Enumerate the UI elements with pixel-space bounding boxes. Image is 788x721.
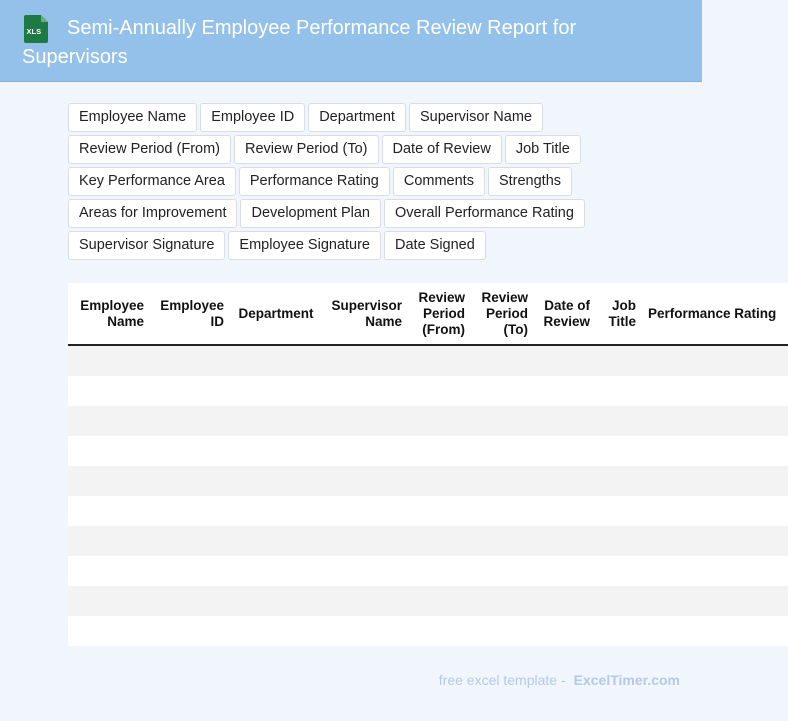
table-cell[interactable] [68, 556, 150, 586]
table-cell[interactable] [471, 436, 534, 466]
table-cell[interactable] [534, 496, 596, 526]
table-cell[interactable] [534, 526, 596, 556]
column-header[interactable]: Department [230, 283, 322, 345]
table-cell[interactable] [642, 466, 788, 496]
table-row [68, 526, 788, 556]
table-row [68, 406, 788, 436]
table-cell[interactable] [408, 436, 471, 466]
table-cell[interactable] [534, 556, 596, 586]
table-cell[interactable] [534, 345, 596, 376]
column-header[interactable]: Employee ID [150, 283, 230, 345]
chip-supervisor-name[interactable]: Supervisor Name [409, 103, 543, 132]
table-cell[interactable] [596, 376, 642, 406]
table-cell[interactable] [642, 496, 788, 526]
table-cell[interactable] [596, 436, 642, 466]
table-cell[interactable] [150, 556, 230, 586]
table-cell[interactable] [230, 586, 322, 616]
table-cell[interactable] [230, 345, 322, 376]
chip-performance-rating[interactable]: Performance Rating [239, 167, 390, 196]
table-cell[interactable] [68, 376, 150, 406]
table-cell[interactable] [150, 466, 230, 496]
table-cell[interactable] [642, 436, 788, 466]
table-cell[interactable] [408, 526, 471, 556]
footer-text: free excel template - [438, 672, 566, 688]
table-cell[interactable] [150, 406, 230, 436]
table-cell[interactable] [230, 406, 322, 436]
review-table [68, 283, 788, 646]
table-cell[interactable] [596, 345, 642, 376]
table-cell[interactable] [150, 616, 230, 646]
chip-strengths[interactable]: Strengths [488, 167, 572, 196]
table-row [68, 345, 788, 376]
table-cell[interactable] [471, 345, 534, 376]
table-cell[interactable] [642, 345, 788, 376]
table-row [68, 586, 788, 616]
table-cell[interactable] [642, 526, 788, 556]
table-row [68, 556, 788, 586]
chip-row [68, 167, 628, 196]
table-cell[interactable] [150, 345, 230, 376]
table-cell[interactable] [68, 526, 150, 556]
table-cell[interactable] [322, 376, 408, 406]
table-cell[interactable] [596, 496, 642, 526]
column-header[interactable]: Job Title [596, 283, 642, 345]
table-cell[interactable] [471, 406, 534, 436]
table-cell[interactable] [230, 556, 322, 586]
table-cell[interactable] [408, 586, 471, 616]
table-cell[interactable] [471, 526, 534, 556]
table-cell[interactable] [322, 436, 408, 466]
table-cell[interactable] [230, 436, 322, 466]
chip-development-plan[interactable]: Development Plan [240, 199, 381, 228]
table-cell[interactable] [534, 586, 596, 616]
table-cell[interactable] [642, 616, 788, 646]
table-cell[interactable] [642, 406, 788, 436]
table-cell[interactable] [596, 556, 642, 586]
table-cell[interactable] [471, 586, 534, 616]
table-cell[interactable] [150, 436, 230, 466]
footer-brand-link[interactable]: ExcelTimer.com [573, 672, 680, 688]
chip-row [68, 231, 628, 260]
table-cell[interactable] [534, 376, 596, 406]
table-cell[interactable] [322, 586, 408, 616]
chip-department[interactable]: Department [308, 103, 406, 132]
table-cell[interactable] [150, 586, 230, 616]
table-cell[interactable] [408, 556, 471, 586]
chip-areas-for-improvement[interactable]: Areas for Improvement [68, 199, 237, 228]
table-cell[interactable] [471, 466, 534, 496]
page-title: Semi-Annually Employee Performance Review Report for Supervisors [22, 17, 577, 68]
table-cell[interactable] [68, 406, 150, 436]
table-cell[interactable] [322, 466, 408, 496]
column-header[interactable]: Employee Name [68, 283, 150, 345]
table-cell[interactable] [596, 406, 642, 436]
table-cell[interactable] [534, 436, 596, 466]
table-cell[interactable] [596, 466, 642, 496]
table-cell[interactable] [322, 406, 408, 436]
chip-review-period-to[interactable]: Review Period (To) [234, 135, 379, 164]
main-content [0, 82, 777, 721]
table-cell[interactable] [408, 406, 471, 436]
chip-review-period-from[interactable]: Review Period (From) [68, 135, 231, 164]
chip-supervisor-signature[interactable]: Supervisor Signature [68, 231, 225, 260]
table-cell[interactable] [534, 406, 596, 436]
table-cell[interactable] [596, 586, 642, 616]
table-cell[interactable] [68, 496, 150, 526]
table-row [68, 466, 788, 496]
table-cell[interactable] [471, 376, 534, 406]
review-table-container[interactable] [68, 283, 777, 646]
table-cell[interactable] [230, 526, 322, 556]
table-cell[interactable] [68, 436, 150, 466]
column-header[interactable]: Review Period (From) [408, 283, 471, 345]
table-cell[interactable] [408, 345, 471, 376]
chip-employee-signature[interactable]: Employee Signature [228, 231, 381, 260]
table-cell[interactable] [150, 496, 230, 526]
table-cell[interactable] [322, 496, 408, 526]
chip-row [68, 103, 628, 132]
table-cell[interactable] [68, 345, 150, 376]
table-row [68, 436, 788, 466]
chip-job-title[interactable]: Job Title [505, 135, 581, 164]
table-cell[interactable] [68, 616, 150, 646]
excel-icon-label: XLS [26, 27, 42, 36]
table-cell[interactable] [642, 586, 788, 616]
chip-key-performance-area[interactable]: Key Performance Area [68, 167, 236, 196]
table-cell[interactable] [534, 466, 596, 496]
table-cell[interactable] [534, 616, 596, 646]
table-cell[interactable] [230, 616, 322, 646]
table-cell[interactable] [230, 376, 322, 406]
table-cell[interactable] [471, 556, 534, 586]
column-header[interactable]: Review Period (To) [471, 283, 534, 345]
header-bar [0, 0, 702, 82]
table-cell[interactable] [322, 345, 408, 376]
table-cell[interactable] [150, 376, 230, 406]
chip-overall-performance-rating[interactable]: Overall Performance Rating [384, 199, 585, 228]
table-header-row [68, 283, 788, 345]
table-cell[interactable] [322, 526, 408, 556]
chip-employee-id[interactable]: Employee ID [200, 103, 305, 132]
table-body [68, 345, 788, 646]
footer-credit [439, 672, 680, 688]
table-cell[interactable] [596, 526, 642, 556]
column-header[interactable]: Date of Review [534, 283, 596, 345]
table-cell[interactable] [471, 496, 534, 526]
chip-row [68, 199, 628, 228]
table-cell[interactable] [471, 616, 534, 646]
table-cell[interactable] [642, 556, 788, 586]
table-cell[interactable] [150, 526, 230, 556]
table-cell[interactable] [408, 496, 471, 526]
table-cell[interactable] [642, 376, 788, 406]
chip-comments[interactable]: Comments [393, 167, 485, 196]
table-row [68, 376, 788, 406]
table-cell[interactable] [408, 616, 471, 646]
table-cell[interactable] [230, 466, 322, 496]
table-cell[interactable] [408, 466, 471, 496]
chip-row [68, 135, 628, 164]
chip-date-signed[interactable]: Date Signed [384, 231, 486, 260]
table-cell[interactable] [322, 556, 408, 586]
chip-date-of-review[interactable]: Date of Review [382, 135, 502, 164]
table-cell[interactable] [68, 586, 150, 616]
chip-employee-name[interactable]: Employee Name [68, 103, 197, 132]
table-cell[interactable] [408, 376, 471, 406]
table-cell[interactable] [322, 616, 408, 646]
table-row [68, 616, 788, 646]
table-cell[interactable] [596, 616, 642, 646]
column-header[interactable]: Performance Rating [642, 283, 788, 345]
table-cell[interactable] [230, 496, 322, 526]
column-header[interactable]: Supervisor Name [322, 283, 408, 345]
table-row [68, 496, 788, 526]
field-chip-list [68, 103, 628, 263]
table-cell[interactable] [68, 466, 150, 496]
